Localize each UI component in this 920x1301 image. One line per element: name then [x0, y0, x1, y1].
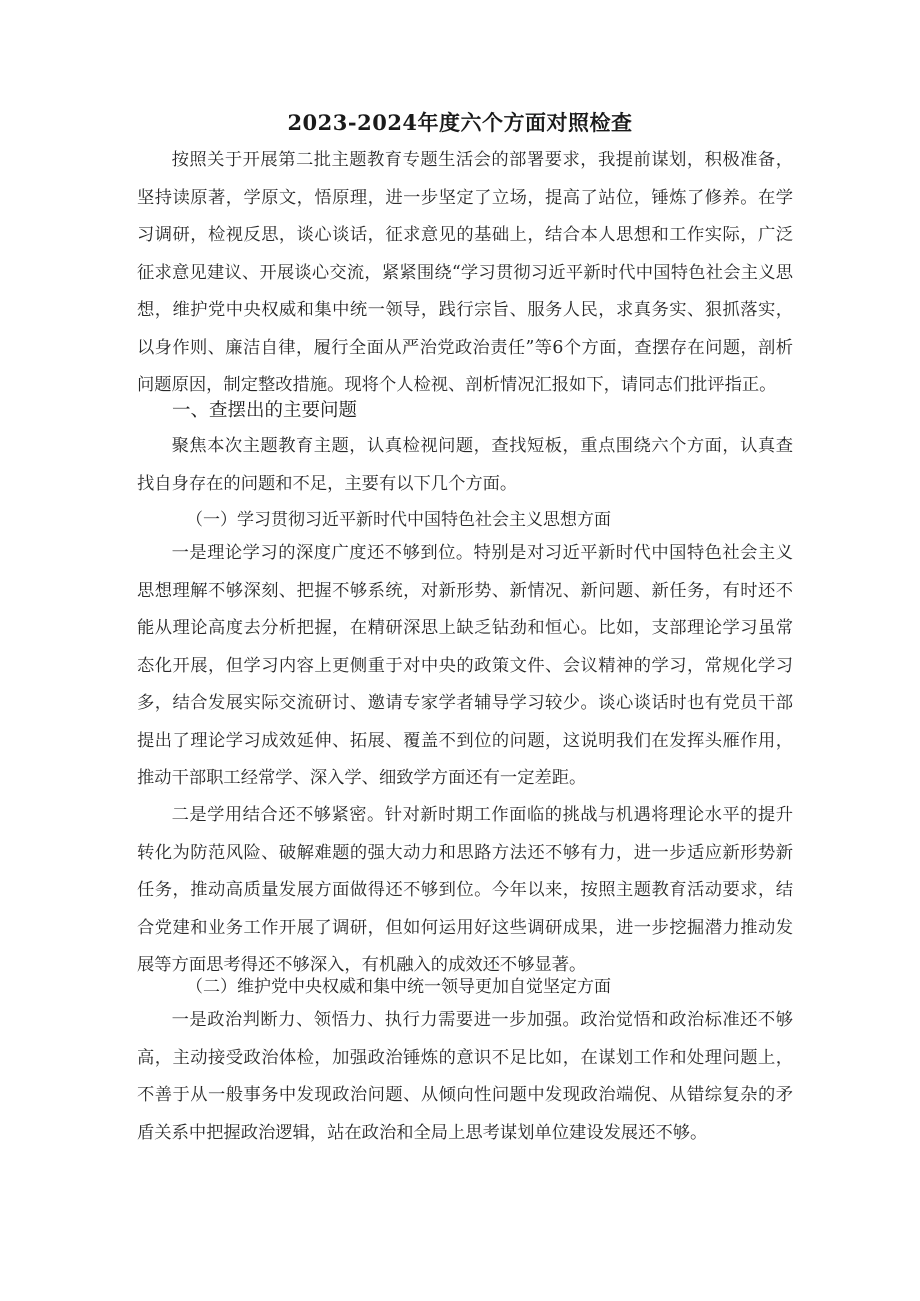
- section-intro-paragraph: 聚焦本次主题教育主题，认真检视问题，查找短板，重点围绕六个方面，认真查找自身存在的问题和不足，主要有以下几个方面。: [137, 436, 793, 494]
- section-heading-main-problems: 一、查摆出的主要问题: [172, 400, 358, 421]
- document-title: 2023-2024年度六个方面对照检查: [287, 110, 633, 135]
- intro-paragraph: 按照关于开展第二批主题教育专题生活会的部署要求，我提前谋划，积极准备，坚持读原著，学原文，悟原理，进一步坚定了立场，提高了站位，锤炼了修养。在学习调研，检视反思，谈心谈话，征求意见的基础上，结合本人思想和工作实际，广泛征求意见建议、开展谈心交流，紧紧围绕“学习贯彻习近平新时代中国特色社会主义思想，维护党中央权威和集中统一领导，践行宗旨、服务人民，求真务实、狠抓落实，以身作则、廉洁自律，履行全面从严治党政治责任”等6个方面，查摆存在问题，剖析问题原因，制定整改措施。现将个人检视、剖析情况汇报如下，请同志们批评指正。: [137, 150, 793, 395]
- subsection-1-paragraph-1: 一是理论学习的深度广度还不够到位。特别是对习近平新时代中国特色社会主义思想理解不够深刻、把握不够系统，对新形势、新情况、新问题、新任务，有时还不能从理论高度去分析把握，在精研深思上缺乏钻劲和恒心。比如，支部理论学习虽常态化开展，但学习内容上更侧重于对中央的政策文件、会议精神的学习，常规化学习多，结合发展实际交流研讨、邀请专家学者辅导学习较少。谈心谈话时也有党员干部提出了理论学习成效延伸、拓展、覆盖不到位的问题，这说明我们在发挥头雁作用，推动干部职工经常学、深入学、细致学方面还有一定差距。: [137, 543, 793, 788]
- subsection-1-paragraph-2: 二是学用结合还不够紧密。针对新时期工作面临的挑战与机遇将理论水平的提升转化为防范风险、破解难题的强大动力和思路方法还不够有力，进一步适应新形势新任务，推动高质量发展方面做得还不够到位。今年以来，按照主题教育活动要求，结合党建和业务工作开展了调研，但如何运用好这些调研成果，进一步挖掘潜力推动发展等方面思考得还不够深入，有机融入的成效还不够显著。: [137, 805, 793, 975]
- subsection-heading-2: （二）维护党中央权威和集中统一领导更加自觉坚定方面: [186, 977, 611, 997]
- subsection-heading-1: （一）学习贯彻习近平新时代中国特色社会主义思想方面: [186, 510, 611, 530]
- subsection-2-paragraph-1: 一是政治判断力、领悟力、执行力需要进一步加强。政治觉悟和政治标准还不够高，主动接受政治体检，加强政治锤炼的意识不足比如，在谋划工作和处理问题上，不善于从一般事务中发现政治问题、从倾向性问题中发现政治端倪、从错综复杂的矛盾关系中把握政治逻辑，站在政治和全局上思考谋划单位建设发展还不够。: [137, 1010, 793, 1143]
